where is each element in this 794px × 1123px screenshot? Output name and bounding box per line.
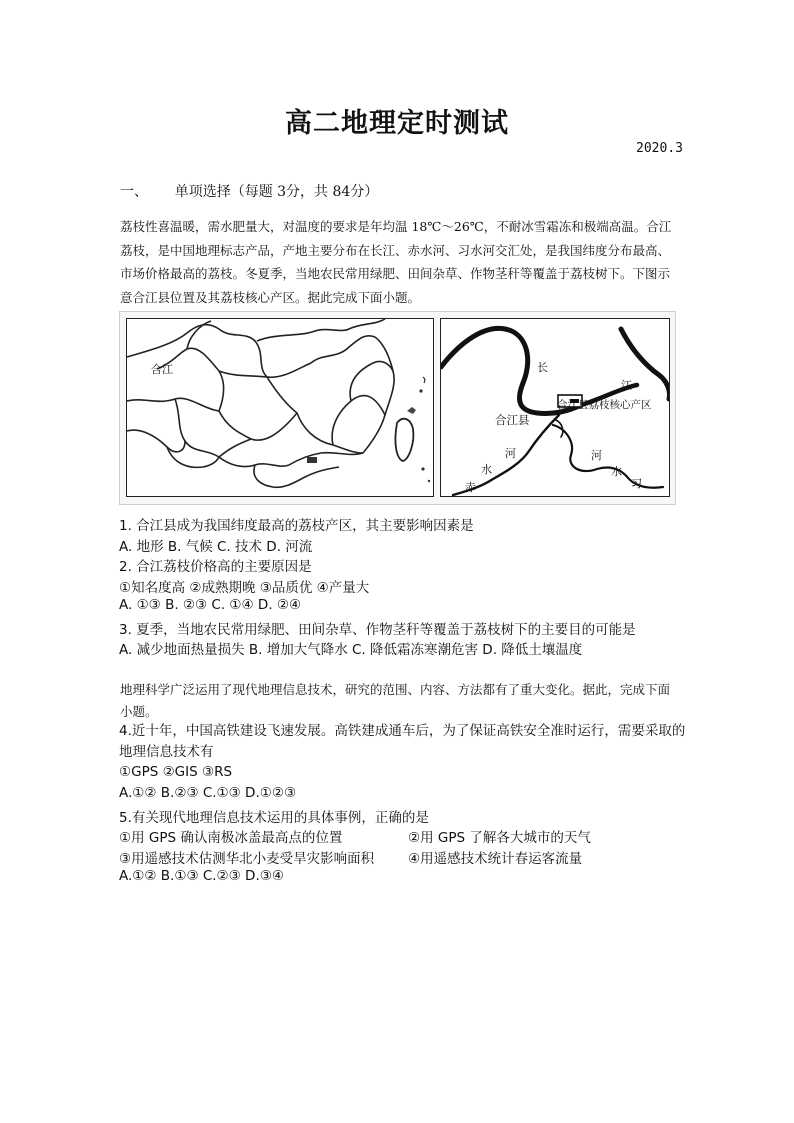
- map-label-county: 合江县: [495, 413, 530, 427]
- map-label-shui-2: 水: [611, 465, 622, 478]
- question-5-item-3: ③用遥感技术估测华北小麦受旱灾影响面积: [119, 851, 375, 867]
- question-2-items: ①知名度高 ②成熟期晚 ③品质优 ④产量大: [119, 580, 370, 596]
- question-1-stem: 1. 合江县成为我国纬度最高的荔枝产区，其主要影响因素是: [119, 518, 474, 534]
- question-3-stem: 3. 夏季，当地农民常用绿肥、田间杂草、作物茎秆等覆盖于荔枝树下的主要目的可能是: [119, 622, 636, 638]
- hejiang-detail-map: [440, 318, 670, 497]
- test-date: 2020.3: [636, 141, 683, 156]
- map-label-chi: 赤: [465, 481, 476, 494]
- page-title: 高二地理定时测试: [285, 108, 509, 139]
- intro-paragraph-lychee: 荔枝性喜温暖，需水肥量大，对温度的要求是年均温 18℃～26℃，不耐冰雪霜冻和极端高温。合江荔枝，是中国地理标志产品，产地主要分布在长江、赤水河、习水河交汇处，是我国纬度分布最高、市场价格最高的荔枝。冬夏季，当地农民常用绿肥、田间杂草、作物茎秆等覆盖于荔枝树下。下图示意合江县位置及其荔枝核心产区。据此完成下面小题。: [120, 219, 672, 305]
- question-4-items: ①GPS ②GIS ③RS: [119, 764, 233, 780]
- map-label-hejiang: 合江: [151, 363, 173, 376]
- question-1-options: A. 地形 B. 气候 C. 技术 D. 河流: [119, 539, 313, 555]
- map-label-shui-1: 水: [481, 463, 492, 476]
- map-label-he-1: 河: [505, 447, 516, 460]
- map-label-jiang: 江: [621, 379, 632, 392]
- map-label-chang: 长: [537, 361, 548, 374]
- section-heading: 一、 单项选择（每题 3分，共 84分）: [120, 184, 379, 200]
- question-2-stem: 2. 合江荔枝价格高的主要原因是: [119, 559, 312, 575]
- question-2-options: A. ①③ B. ②③ C. ①④ D. ②④: [119, 597, 302, 613]
- question-5-options: A.①② B.①③ C.②③ D.③④: [119, 868, 284, 884]
- intro-paragraph-geoinfo: 地理科学广泛运用了现代地理信息技术，研究的范围、内容、方法都有了重大变化。据此，完成下面小题。: [120, 682, 671, 719]
- china-map: [126, 318, 434, 497]
- question-5-item-2: ②用 GPS 了解各大城市的天气: [408, 830, 591, 846]
- map-label-he-2: 河: [591, 449, 602, 462]
- question-5-item-4: ④用遥感技术统计春运客流量: [408, 851, 583, 867]
- question-4-stem: 4.近十年，中国高铁建设飞速发展。高铁建成通车后，为了保证高铁安全准时运行，需要采取的地理信息技术有: [119, 723, 686, 760]
- question-5-stem: 5.有关现代地理信息技术运用的具体事例，正确的是: [119, 810, 429, 826]
- map-figure: [119, 311, 676, 505]
- question-5-item-1: ①用 GPS 确认南极冰盖最高点的位置: [119, 830, 343, 846]
- question-4-options: A.①② B.②③ C.①③ D.①②③: [119, 785, 297, 801]
- map-label-xi: 习: [631, 477, 642, 490]
- question-3-options: A. 减少地面热量损失 B. 增加大气降水 C. 降低霜冻寒潮危害 D. 降低土壤温度: [119, 642, 583, 658]
- map-label-core-area: 合江县荔枝核心产区: [557, 399, 652, 411]
